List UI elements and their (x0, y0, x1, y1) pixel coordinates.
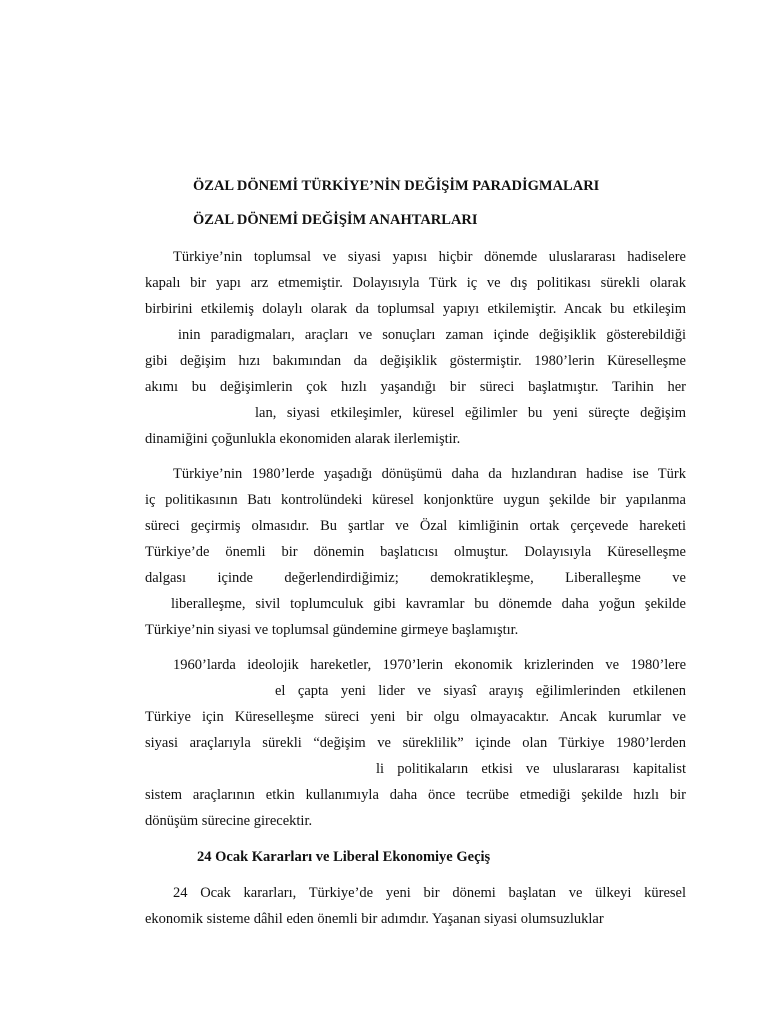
text-line: birbirini etkilemiş dolaylı olarak da toplumsal yapıyı etkilemiştir. Ancak bu etkileşim (145, 301, 686, 317)
text-line: Türkiye’de önemli bir dönemin başlatıcısı olmuştur. Dolayısıyla Küreselleşme (145, 544, 686, 560)
text-line: li politikaların etkisi ve uluslararası kapitalist (376, 761, 686, 777)
text-line: el çapta yeni lider ve siyasî arayış eğilimlerinden etkilenen (275, 683, 686, 699)
text-line: akımı bu değişimlerin çok hızlı yaşandığı bir süreci başlatmıştır. Tarihin her (145, 379, 686, 395)
text-line: Türkiye için Küreselleşme süreci yeni bir olgu olmayacaktır. Ancak kurumlar ve (145, 709, 686, 725)
text-line: Türkiye’nin 1980’lerde yaşadığı dönüşümü daha da hızlandıran hadise ise Türk (173, 466, 686, 482)
text-line: dinamiğini çoğunlukla ekonomiden alarak ilerlemiştir. (145, 431, 461, 447)
document-title: ÖZAL DÖNEMİ TÜRKİYE’NİN DEĞİŞİM PARADİGMALARI (193, 178, 600, 194)
text-line: dalgası içinde değerlendirdiğimiz; demokratikleşme, Liberalleşme ve (145, 570, 686, 586)
text-line: kapalı bir yapı arz etmemiştir. Dolayısıyla Türk iç ve dış politikası sürekli olarak (145, 275, 686, 291)
text-line: liberalleşme, sivil toplumculuk gibi kavramlar bu dönemde daha yoğun şekilde (171, 596, 686, 612)
text-line: lan, siyasi etkileşimler, küresel eğilimler bu yeni süreçte değişim (255, 405, 686, 421)
text-line: iç politikasının Batı kontrolündeki küresel konjonktüre uygun şekilde bir yapılanma (145, 492, 686, 508)
text-line: siyasi araçlarıyla sürekli “değişim ve süreklilik” içinde olan Türkiye 1980’lerden (145, 735, 686, 751)
text-line: Türkiye’nin toplumsal ve siyasi yapısı hiçbir dönemde uluslararası hadiselere (173, 249, 686, 265)
text-line: ekonomik sisteme dâhil eden önemli bir adımdır. Yaşanan siyasi olumsuzluklar (145, 911, 604, 927)
text-line: inin paradigmaları, araçları ve sonuçları zaman içinde değişiklik gösterebildiği (178, 327, 686, 343)
text-line: süreci geçirmiş olmasıdır. Bu şartlar ve Özal kimliğinin ortak çerçevede hareketi (145, 518, 686, 534)
text-line: gibi değişim hızı bakımından da değişiklik göstermiştir. 1980’lerin Küreselleşme (145, 353, 686, 369)
text-line: 24 Ocak kararları, Türkiye’de yeni bir dönemi başlatan ve ülkeyi küresel (173, 885, 686, 901)
document-subtitle: ÖZAL DÖNEMİ DEĞİŞİM ANAHTARLARI (193, 212, 478, 228)
text-line: dönüşüm sürecine girecektir. (145, 813, 313, 829)
text-line: Türkiye’nin siyasi ve toplumsal gündemine girmeye başlamıştır. (145, 622, 519, 638)
text-line: sistem araçlarının etkin kullanımıyla daha önce tecrübe etmediği şekilde hızlı bir (145, 787, 686, 803)
text-line: 1960’larda ideolojik hareketler, 1970’lerin ekonomik krizlerinden ve 1980’lere (173, 657, 686, 673)
section-heading: 24 Ocak Kararları ve Liberal Ekonomiye Geçiş (197, 849, 491, 865)
